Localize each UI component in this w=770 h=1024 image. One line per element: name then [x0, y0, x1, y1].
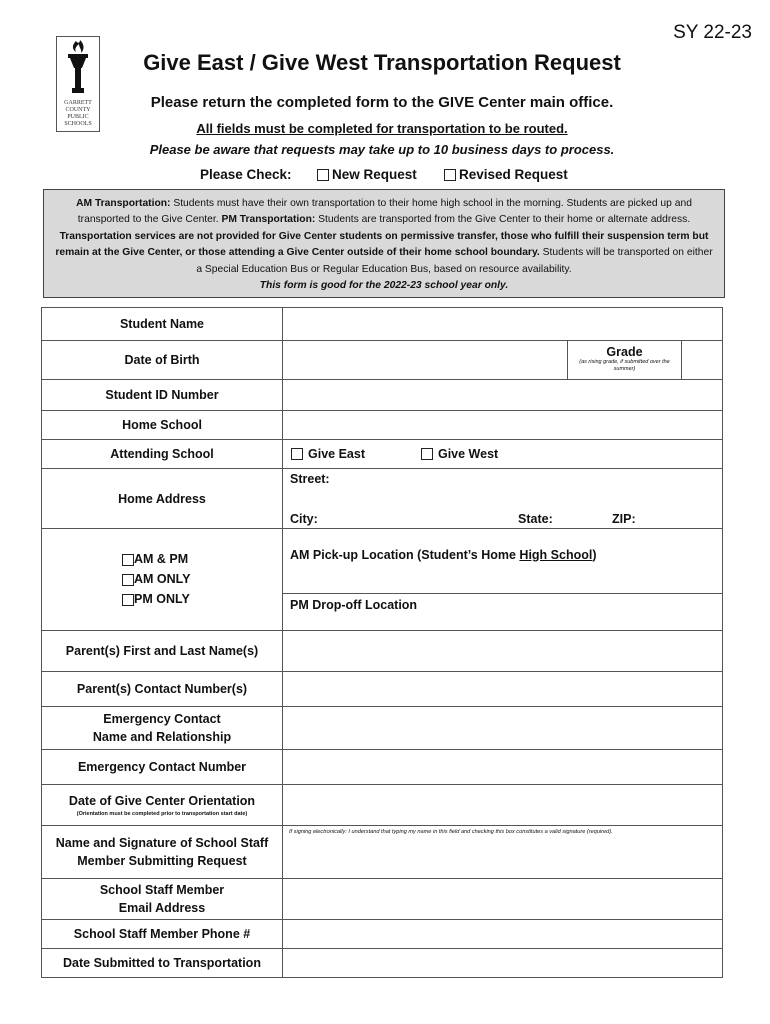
give-east-checkbox[interactable] [291, 448, 303, 460]
am-only-checkbox[interactable] [122, 574, 134, 586]
home-school-field[interactable] [283, 411, 723, 440]
am-pickup-underlined: High School [519, 547, 593, 562]
school-year: SY 22-23 [673, 22, 752, 43]
emergency-number-field[interactable] [283, 750, 723, 785]
new-request-checkbox[interactable] [317, 169, 329, 181]
new-request-label: New Request [332, 167, 417, 182]
parent-contact-field[interactable] [283, 672, 723, 707]
revised-request-option[interactable] [444, 167, 568, 182]
orientation-label: Date of Give Center Orientation (Orientation must be completed prior to transportation start date) [42, 785, 283, 826]
row-date-submitted [42, 949, 723, 978]
staff-signature-label: Name and Signature of School Staff Member Submitting Request [42, 826, 283, 879]
give-west-option[interactable] [421, 447, 498, 461]
street-label: Street: [290, 471, 330, 486]
row-am-pm [42, 529, 723, 631]
am-pm-options [42, 529, 283, 631]
logo-text: GARRETT COUNTY PUBLIC SCHOOLS [64, 100, 92, 127]
attending-school-label: Attending School [42, 440, 283, 469]
orientation-note: (Orientation must be completed prior to transportation start date) [76, 811, 248, 817]
valid-year-text: This form is good for the 2022-23 school year only. [259, 280, 509, 292]
student-id-label: Student ID Number [42, 380, 283, 411]
am-pickup-label: AM Pick-up Location (Student’s Home [290, 547, 520, 562]
emergency-contact-label: Emergency Contact Name and Relationship [42, 707, 283, 750]
pm-only-option[interactable] [122, 590, 190, 609]
orientation-field[interactable] [283, 785, 723, 826]
am-pm-checkbox[interactable] [122, 554, 134, 566]
row-student-name [42, 308, 723, 341]
grade-label-cell [568, 341, 681, 379]
student-id-field[interactable] [283, 380, 723, 411]
row-parent-contact [42, 672, 723, 707]
staff-email-label: School Staff Member Email Address [42, 879, 283, 920]
am-pm-option[interactable] [122, 550, 188, 569]
emergency-number-label: Emergency Contact Number [42, 750, 283, 785]
all-fields-notice: All fields must be completed for transportation to be routed. [196, 121, 568, 136]
row-orientation [42, 785, 723, 826]
processing-time-notice: Please be aware that requests may take up to 10 business days to process. [149, 142, 615, 157]
row-emergency-number [42, 750, 723, 785]
grade-box [567, 341, 722, 379]
not-provided-text: Transportation services are not provided for Give Center students on permissive transfer, those who fulfill their suspension term but remain at the Give Center, or those attending a Give Center outside of their home school boundary. [55, 230, 709, 259]
torch-icon [57, 37, 99, 99]
grade-note: (as rising grade, if submitted over the summer) [579, 359, 670, 372]
parent-names-label: Parent(s) First and Last Name(s) [42, 631, 283, 672]
am-pm-label: AM & PM [134, 552, 189, 566]
give-east-option[interactable] [291, 447, 365, 461]
grade-field[interactable] [681, 341, 722, 379]
pm-dropoff-field[interactable] [283, 594, 722, 616]
student-name-field[interactable] [283, 308, 723, 341]
pickup-dropoff-cell [283, 529, 723, 631]
give-east-label: Give East [308, 447, 365, 461]
date-submitted-label: Date Submitted to Transportation [42, 949, 283, 978]
emergency-contact-field[interactable] [283, 707, 723, 750]
revised-request-label: Revised Request [459, 167, 568, 182]
row-home-school [42, 411, 723, 440]
row-student-id [42, 380, 723, 411]
pm-only-label: PM ONLY [134, 592, 190, 606]
row-emergency-contact [42, 707, 723, 750]
row-dob [42, 341, 723, 380]
please-check-label: Please Check: [200, 167, 292, 182]
staff-email-field[interactable] [283, 879, 723, 920]
bus-text: Students will be transported on either a Special Education Bus or Regular Education Bus, based on resource availability. [196, 247, 713, 275]
give-west-checkbox[interactable] [421, 448, 433, 460]
student-name-label: Student Name [42, 308, 283, 341]
row-home-address [42, 469, 723, 529]
transportation-notice [43, 189, 725, 298]
grade-label: Grade [606, 345, 643, 359]
row-staff-phone [42, 920, 723, 949]
staff-phone-field[interactable] [283, 920, 723, 949]
state-label: State: [518, 511, 553, 526]
staff-phone-label: School Staff Member Phone # [42, 920, 283, 949]
parent-names-field[interactable] [283, 631, 723, 672]
city-label: City: [290, 511, 318, 526]
pm-text: Students are transported from the Give Center to their home or alternate address. [315, 214, 691, 226]
pm-only-checkbox[interactable] [122, 594, 134, 606]
dob-field[interactable] [283, 341, 723, 380]
parent-contact-label: Parent(s) Contact Number(s) [42, 672, 283, 707]
pm-dropoff-label: PM Drop-off Location [290, 597, 418, 612]
new-request-option[interactable] [317, 167, 417, 182]
am-pickup-close: ) [592, 547, 597, 562]
home-address-label: Home Address [42, 469, 283, 529]
am-only-label: AM ONLY [134, 572, 191, 586]
request-form-table [41, 307, 723, 978]
return-instructions: Please return the completed form to the GIVE Center main office. [150, 94, 614, 111]
row-staff-email [42, 879, 723, 920]
page-title: Give East / Give West Transportation Request [143, 50, 621, 75]
am-label: AM Transportation: [76, 198, 171, 209]
am-text: Students must have their own transportation to their home high school in the morning. Students are picked up and transported to the Give Center. [77, 198, 692, 226]
dob-label: Date of Birth [42, 341, 283, 380]
row-attending-school [42, 440, 723, 469]
revised-request-checkbox[interactable] [444, 169, 456, 181]
give-west-label: Give West [437, 447, 499, 461]
date-submitted-field[interactable] [283, 949, 723, 978]
signature-note: If signing electronically: I understand that typing my name in this field and checking this box constitutes a valid signature (required). [289, 829, 613, 835]
zip-label: ZIP: [612, 511, 636, 526]
am-pickup-field[interactable] [283, 544, 722, 594]
am-only-option[interactable] [122, 570, 191, 589]
row-staff-signature [42, 826, 723, 879]
home-school-label: Home School [42, 411, 283, 440]
row-parent-names [42, 631, 723, 672]
home-address-field[interactable] [283, 469, 723, 529]
pm-label: PM Transportation: [221, 214, 316, 226]
staff-signature-field[interactable] [283, 826, 723, 879]
district-logo [56, 36, 100, 132]
attending-school-field [283, 440, 723, 469]
